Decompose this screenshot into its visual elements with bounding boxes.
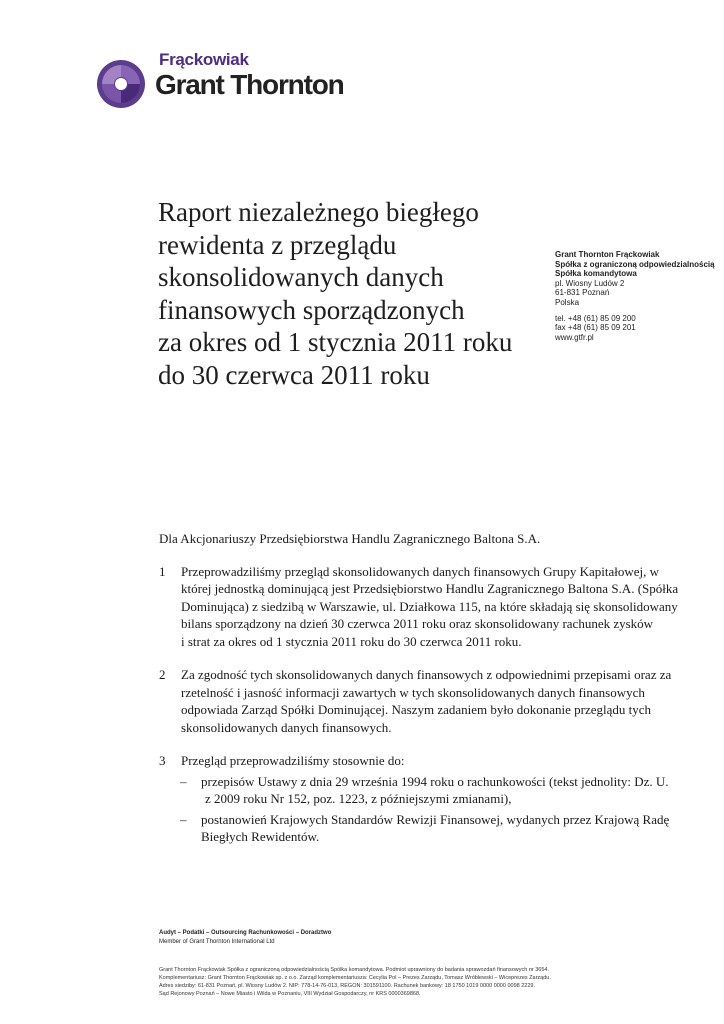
bullet-line: z 2009 roku Nr 152, poz. 1223, z późniejszymi zmianami),: [205, 791, 512, 806]
address-street: pl. Wiosny Ludów 2: [555, 278, 625, 288]
report-title: [158, 196, 538, 391]
paragraph-line: Przegląd przeprowadziliśmy stosownie do:: [181, 753, 405, 768]
bullet-item: [159, 811, 679, 846]
footer-legal-line: Sąd Rejonowy Poznań – Nowe Miasto i Wilda w Poznaniu, VIII Wydział Gospodarczy, nr KRS 0000369868.: [159, 991, 421, 997]
footer-services-line: Audyt – Podatki – Outsourcing Rachunkowości – Doradztwo: [159, 930, 332, 936]
title-line: za okres od 1 stycznia 2011 roku: [158, 327, 513, 357]
bullet-line: przepisów Ustawy z dnia 29 września 1994 roku o rachunkowości (tekst jednolity: Dz. U.: [201, 773, 669, 789]
address-company-type: Spółka komandytowa: [555, 269, 637, 279]
bullet-item: [159, 773, 679, 808]
title-line: Raport niezależnego biegłego: [158, 197, 479, 227]
address-phone: tel. +48 (61) 85 09 200: [555, 313, 636, 323]
address-country: Polska: [555, 297, 580, 307]
address-fax: fax +48 (61) 85 09 201: [555, 323, 636, 333]
dash-bullet: –: [180, 773, 187, 789]
title-line: skonsolidowanych danych: [158, 262, 444, 292]
logo-main-text: Grant Thornton: [155, 69, 344, 100]
paragraph-2: [159, 666, 679, 736]
company-logo: [97, 50, 357, 110]
paragraph-line: odpowiada Zarząd Spółki Dominującej. Naszym zadaniem było dokonanie przeglądu tych: [181, 702, 652, 717]
paragraph-1: [159, 563, 679, 651]
address-postal: 61-831 Poznań: [555, 288, 610, 298]
address-company-name: Grant Thornton Frąckowiak: [555, 250, 660, 259]
paragraph-line: Za zgodność tych skonsolidowanych danych finansowych z odpowiednimi przepisami oraz za: [181, 667, 672, 682]
address-website: www.gtfr.pl: [555, 332, 594, 342]
footer-legal-line: Adres siedziby: 61-831 Poznań, pl. Wiosny Ludów 2. NIP: 778-14-76-013, REGON: 301591100. Rachunek bankowy: 18 1750 1019 0000 0000 0098 2229.: [159, 983, 535, 989]
paragraph-number: 1: [159, 563, 166, 579]
paragraph-number: 2: [159, 667, 166, 682]
title-line: do 30 czerwca 2011 roku: [158, 359, 430, 390]
bullet-line: postanowień Krajowych Standardów Rewizji Finansowej, wydanych przez Krajową Radę: [201, 811, 670, 827]
address-company-form: Spółka z ograniczoną odpowiedzialnością: [555, 259, 715, 269]
paragraph-line: i strat za okres od 1 stycznia 2011 roku do 30 czerwca 2011 roku.: [181, 633, 522, 649]
paragraph-number: 3: [159, 753, 166, 768]
grant-thornton-swirl-icon: [97, 60, 145, 108]
dash-bullet: –: [180, 811, 187, 827]
paragraph-3: [159, 752, 679, 770]
paragraph-line: skonsolidowanych danych finansowych.: [181, 719, 392, 735]
footer-legal: [159, 966, 619, 998]
paragraph-line: rzetelność i jasność informacji zawartych w tych skonsolidowanych danych finansowych: [181, 684, 645, 700]
paragraph-line: Dominująca) z siedzibą w Warszawie, ul. Działkowa 115, na które składają się skonsolidowany: [181, 598, 678, 614]
paragraph-line: Przeprowadziliśmy przegląd skonsolidowanych danych finansowych Grupy Kapitałowej, w: [181, 563, 659, 579]
title-line: finansowych sporządzonych: [158, 294, 465, 325]
footer-services: [159, 929, 559, 946]
salutation: Dla Akcjonariuszy Przedsiębiorstwa Handlu Zagranicznego Baltona S.A.: [159, 531, 541, 546]
footer-member-line: Member of Grant Thornton International Ltd: [159, 938, 275, 945]
footer-legal-line: Komplementariusz: Grant Thornton Frąckowiak sp. z o.o. Zarząd komplementariusza: Cecylia Pol – Prezes Zarządu, Tomasz Wróblewski – Wiceprezes Zarządu.: [159, 975, 551, 981]
logo-top-text: Frąckowiak: [159, 50, 249, 69]
paragraph-line: której jednostką dominującą jest Przedsiębiorstwo Handlu Zagranicznego Baltona S.A. (Spółka: [181, 581, 679, 596]
bullet-line: Biegłych Rewidentów.: [201, 829, 320, 844]
footer-legal-line: Grant Thornton Frąckowiak Spółka z ograniczoną odpowiedzialnością Spółka komandytowa. Podmiot uprawniony do badania sprawozdań finansowych nr 3654.: [159, 967, 550, 973]
company-address-block: [555, 250, 724, 342]
report-body: [159, 530, 679, 846]
title-line: rewidenta z przeglądu: [158, 229, 397, 260]
paragraph-line: bilans sporządzony na dzień 30 czerwca 2011 roku oraz skonsolidowany rachunek zysków: [181, 616, 654, 631]
